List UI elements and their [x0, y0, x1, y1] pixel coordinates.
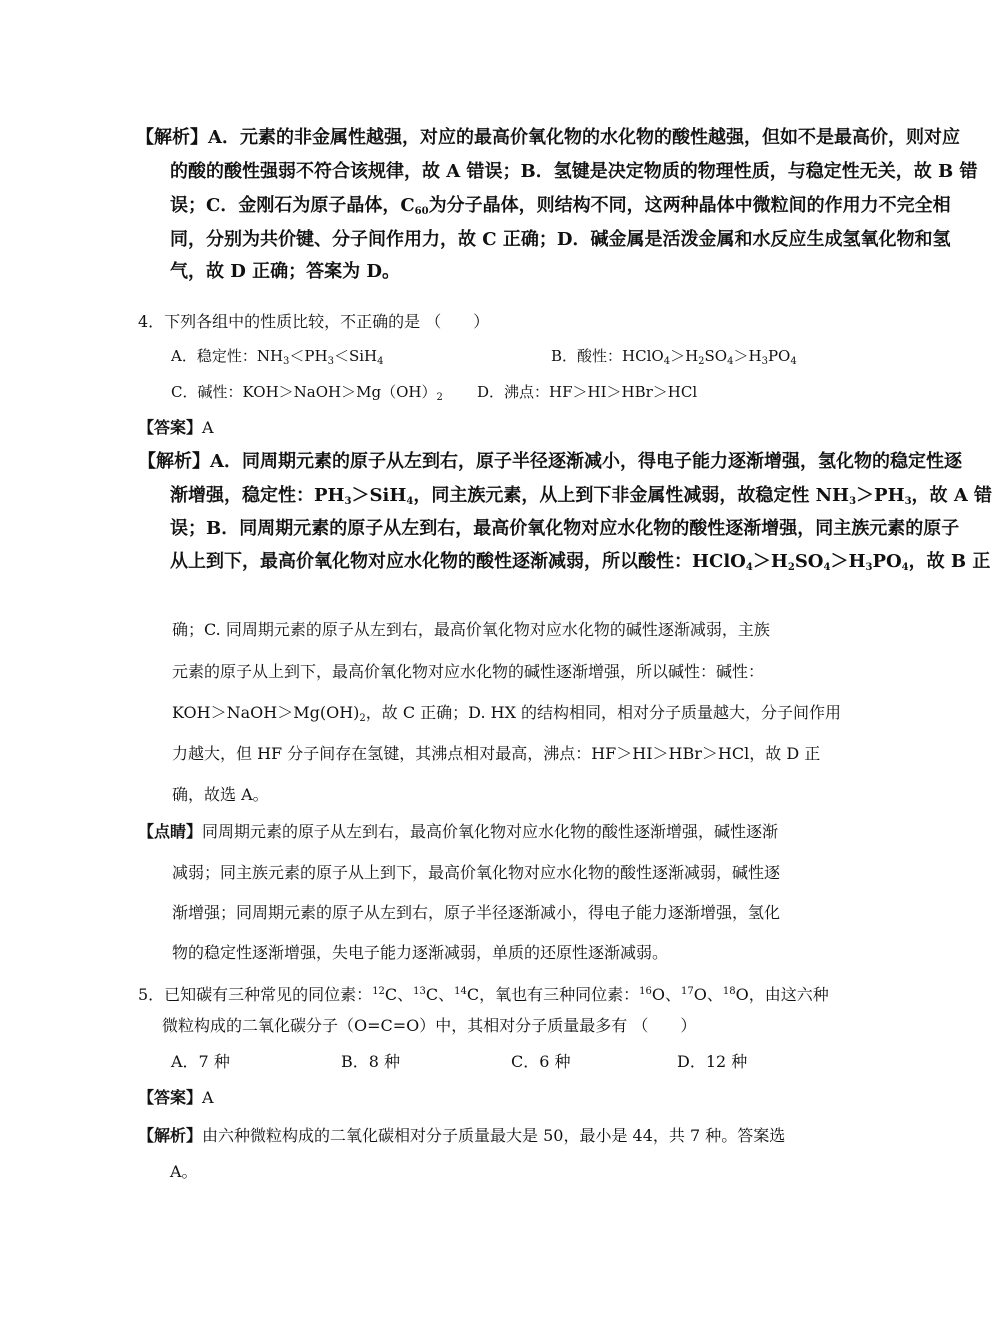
- q4-option-b: B．酸性：$HClO_4>H_2SO_4>H_3PO_4$: [551, 347, 797, 367]
- q4-cont-line2: 元素的原子从上到下，最高价氧化物对应水化物的碱性逐渐增强，所以碱性：碱性：: [172, 662, 765, 681]
- analysis3-line3: 误；C．金刚石为原子晶体，$C_{60}$为分子晶体，则结构不同，这两种晶体中微粒间的作用力不完全相: [170, 195, 951, 217]
- q4-cont-line5: 确，故选 A。: [172, 785, 269, 804]
- question5-stem-line1: 5．已知碳有三种常见的同位素：$^{12}$C、$^{13}$C、$^{14}$C，氧也有三种同位素：$^{16}$O、$^{17}$O、$^{18}$O，由这六种: [138, 985, 829, 1004]
- q4-cont-line3: $KOH>NaOH>Mg(OH)_2$，故 C 正确；D. HX 的结构相同，相对分子质量越大，分子间作用: [172, 703, 842, 724]
- analysis3-line2: 的酸的酸性强弱不符合该规律，故 A 错误；B．氢键是决定物质的物理性质，与稳定性无关，故 B 错: [170, 161, 978, 182]
- c60-formula: $C_{60}$: [400, 195, 429, 217]
- question4-stem: 4．下列各组中的性质比较，不正确的是 （ ）: [138, 312, 490, 331]
- q4-note-line4: 物的稳定性逐渐增强，失电子能力逐渐减弱，单质的还原性逐渐减弱。: [172, 943, 669, 962]
- q5-analysis-line2: A。: [170, 1162, 198, 1181]
- q4-analysis-line1: 【解析】A．同周期元素的原子从左到右，原子半径逐渐减小，得电子能力逐渐增强，氢化物的稳定性逐: [138, 451, 962, 472]
- q4-analysis-line4: 从上到下，最高价氧化物对应水化物的酸性逐渐减弱，所以酸性：$HClO_4>H_2SO_4>H_3PO_4$，故 B 正: [170, 551, 991, 573]
- analysis3-line5: 气，故 D 正确；答案为 D。: [170, 261, 401, 282]
- q5-option-d: D．12 种: [677, 1052, 748, 1071]
- q4-option-a: A．稳定性：$NH_3<PH_3<SiH_4$: [171, 347, 384, 367]
- q4-option-c: C．碱性：$KOH>NaOH>Mg(OH)_2$: [171, 383, 443, 403]
- q5-option-b: B．8 种: [341, 1052, 401, 1071]
- q4-note-line1: 【点睛】同周期元素的原子从左到右，最高价氧化物对应水化物的酸性逐渐增强，碱性逐渐: [138, 822, 779, 841]
- q4-note-line2: 减弱；同主族元素的原子从上到下，最高价氧化物对应水化物的酸性逐渐减弱，碱性逐: [172, 863, 781, 882]
- q5-option-c: C．6 种: [511, 1052, 571, 1071]
- q4-cont-line4: 力越大，但 HF 分子间存在氢键，其沸点相对最高，沸点：HF＞HI＞HBr＞HCl，故 D 正: [172, 744, 821, 763]
- analysis3-line1: 【解析】A．元素的非金属性越强，对应的最高价氧化物的水化物的酸性越强，但如不是最高价，则对应: [136, 127, 960, 148]
- q5-option-a: A．7 种: [171, 1052, 230, 1071]
- analysis-tag: 【解析】: [136, 127, 208, 148]
- q5-answer: 【答案】A: [138, 1088, 214, 1107]
- q5-analysis-line1: 【解析】由六种微粒构成的二氧化碳相对分子质量最大是 50，最小是 44，共 7 种。答案选: [138, 1126, 786, 1145]
- q4-answer: 【答案】A: [138, 418, 214, 437]
- q4-option-d: D．沸点：HF＞HI＞HBr＞HCl: [477, 383, 698, 401]
- q4-note-line3: 渐增强；同周期元素的原子从左到右，原子半径逐渐减小，得电子能力逐渐增强，氢化: [172, 903, 781, 922]
- q4-analysis-line3: 误；B．同周期元素的原子从左到右，最高价氧化物对应水化物的酸性逐渐增强，同主族元素的原子: [170, 518, 960, 539]
- analysis3-line4: 同，分别为共价键、分子间作用力，故 C 正确；D．碱金属是活泼金属和水反应生成氢氧化物和氢: [170, 229, 951, 250]
- q4-cont-line1: 确；C. 同周期元素的原子从左到右，最高价氧化物对应水化物的碱性逐渐减弱，主族: [172, 620, 770, 639]
- q4-analysis-line2: 渐增强，稳定性：$PH_3>SiH_4$，同主族元素，从上到下非金属性减弱，故稳定性 $NH_3>PH_3$，故 A 错: [170, 485, 992, 507]
- question5-stem-line2: 微粒构成的二氧化碳分子（O=C=O）中，其相对分子质量最多有 （ ）: [162, 1016, 697, 1035]
